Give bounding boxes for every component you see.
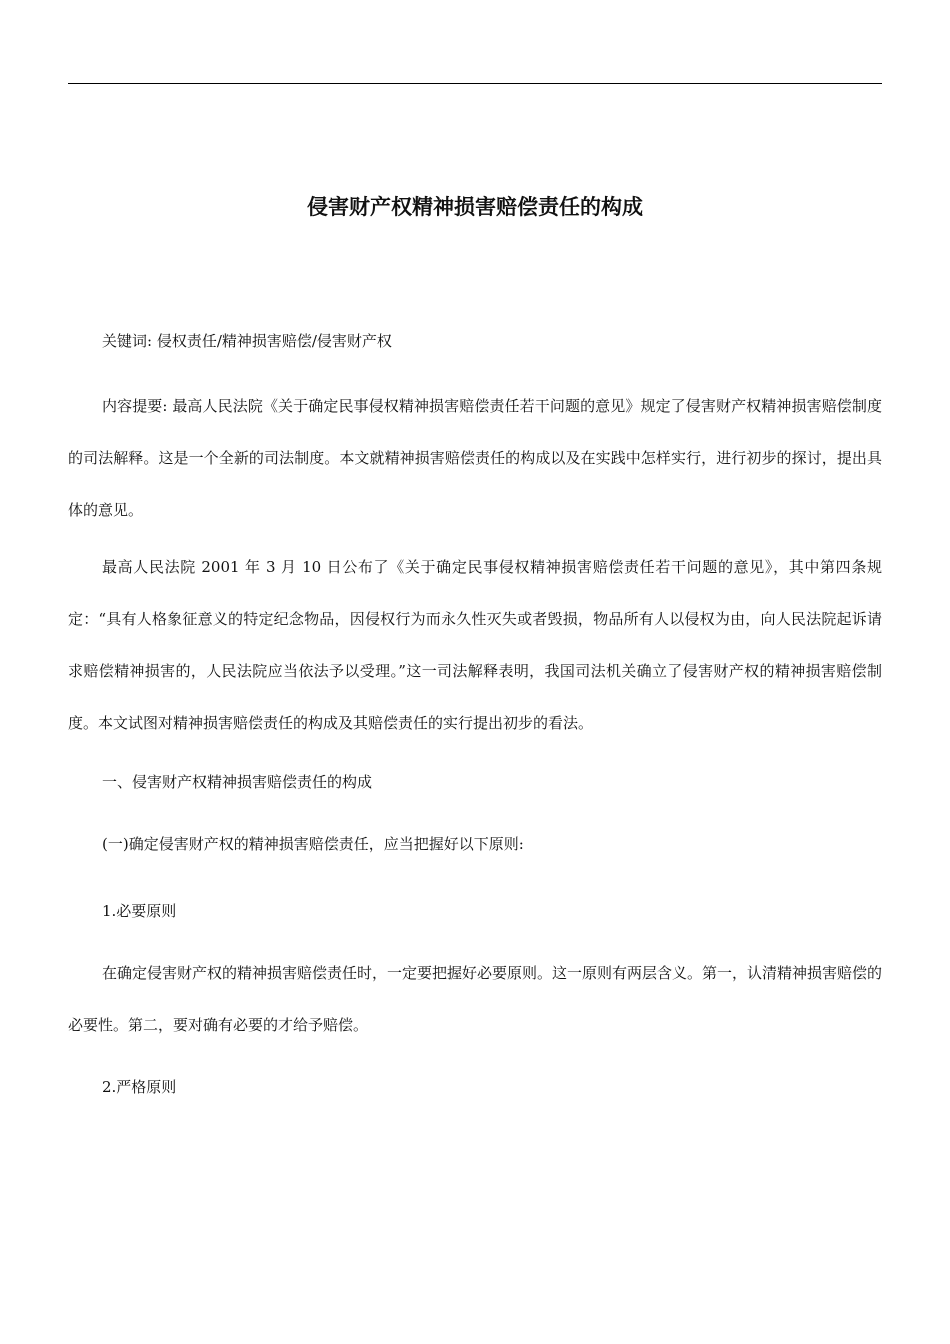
principle-heading-2: 2.严格原则 [102, 1078, 177, 1096]
subsection-heading: (一)确定侵害财产权的精神损害赔偿责任，应当把握好以下原则: [102, 835, 524, 853]
principle-heading-1: 1.必要原则 [102, 902, 177, 920]
document-title: 侵害财产权精神损害赔偿责任的构成 [307, 194, 643, 219]
abstract-paragraph: 内容提要: 最高人民法院《关于确定民事侵权精神损害赔偿责任若干问题的意见》规定了侵害财产权精神损害赔偿制度的司法解释。这是一个全新的司法制度。本文就精神损害赔偿责任的构成以及在实践中怎样实行，进行初步的探讨，提出具体的意见。 [68, 397, 882, 519]
intro-paragraph: 最高人民法院 2001 年 3 月 10 日公布了《关于确定民事侵权精神损害赔偿责任若干问题的意见》，其中第四条规定：“具有人格象征意义的特定纪念物品，因侵权行为而永久性灭失或者毁损，物品所有人以侵权为由，向人民法院起诉请求赔偿精神损害的，人民法院应当依法予以受理。”这一司法解释表明，我国司法机关确立了侵害财产权的精神损害赔偿制度。本文试图对精神损害赔偿责任的构成及其赔偿责任的实行提出初步的看法。 [68, 558, 882, 732]
section-heading: 一、侵害财产权精神损害赔偿责任的构成 [102, 773, 373, 791]
keywords-paragraph: 关键词: 侵权责任/精神损害赔偿/侵害财产权 [102, 332, 392, 350]
principle-body-1: 在确定侵害财产权的精神损害赔偿责任时，一定要把握好必要原则。这一原则有两层含义。第一，认清精神损害赔偿的必要性。第二，要对确有必要的才给予赔偿。 [68, 964, 883, 1034]
header-rule [68, 83, 882, 84]
